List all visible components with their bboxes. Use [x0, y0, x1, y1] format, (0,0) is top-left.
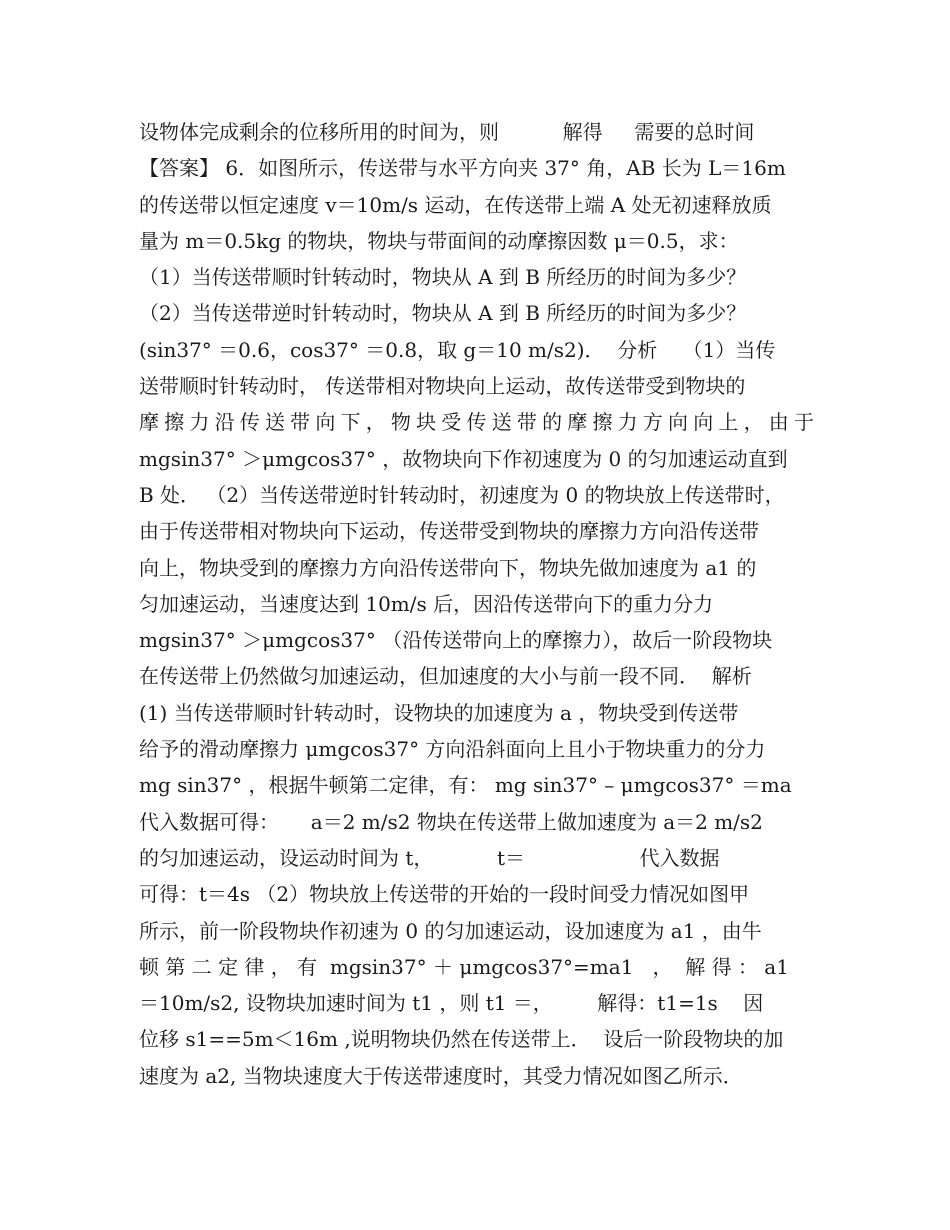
text-line-2: 【答案】 6．如图所示，传送带与水平方向夹 37° 角，AB 长为 L＝16m [139, 156, 786, 181]
text-line-14: 匀加速运动，当速度达到 10m/s 后，因沿传送带向下的重力分力 [139, 591, 714, 616]
text-line-10: mgsin37° ＞μmgcos37° ，故物块向下作初速度为 0 的匀加速运动直到 [139, 446, 788, 471]
text-line-4: 量为 m＝0.5kg 的物块，物块与带面间的动摩擦因数 μ＝0.5，求： [139, 228, 739, 253]
text-line-11: B 处． （2）当传送带逆时针转动时，初速度为 0 的物块放上传送带时， [139, 482, 785, 507]
text-line-5: （1）当传送带顺时针转动时，物块从 A 到 B 所经历的时间为多少？ [139, 265, 747, 290]
text-line-16: 在传送带上仍然做匀加速运动，但加速度的大小与前一段不同． 解析 [139, 664, 752, 689]
body-text [139, 114, 814, 1094]
text-line-6: （2）当传送带逆时针转动时，物块从 A 到 B 所经历的时间为多少？ [139, 301, 747, 326]
text-line-17: (1) 当传送带顺时针转动时，设物块的加速度为 a ，物块受到传送带 [139, 700, 739, 725]
text-line-1: 设物体完成剩余的位移所用的时间为，则 解得 需要的总时间 [139, 120, 755, 144]
text-line-9: 摩擦力沿传送带向下，物块受传送带的摩擦力方向向上，由于 [139, 410, 814, 435]
text-line-26: 位移 s1==5m＜16m ,说明物块仍然在传送带上． 设后一阶段物块的加 [139, 1027, 784, 1052]
text-line-24: 顿 第 二 定 律 ， 有 mgsin37° ＋ μmgcos37°=ma1 ， 解 得 ： a1 [139, 954, 789, 979]
text-line-20: 代入数据可得： a＝2 m/s2 物块在传送带上做加速度为 a＝2 m/s2 [139, 809, 763, 834]
text-line-7: (sin37° ＝0.6，cos37° ＝0.8，取 g＝10 m/s2)． 分析 （1）当传 [139, 337, 776, 362]
text-line-21: 的匀加速运动，设运动时间为 t， t＝ 代入数据 [139, 845, 720, 870]
text-line-13: 向上，物块受到的摩擦力方向沿传送带向下，物块先做加速度为 a1 的 [139, 555, 757, 580]
text-line-8: 送带顺时针转动时， 传送带相对物块向上运动，故传送带受到物块的 [139, 374, 746, 399]
text-line-3: 的传送带以恒定速度 v＝10m/s 运动，在传送带上端 A 处无初速释放质 [139, 192, 772, 217]
text-line-15: mgsin37° ＞μmgcos37° （沿传送带向上的摩擦力），故后一阶段物块 [139, 628, 773, 653]
text-line-25: ＝10m/s2, 设物块加速时间为 t1 ，则 t1 ＝， 解得：t1=1s 因 [139, 991, 764, 1016]
text-line-18: 给予的滑动摩擦力 μmgcos37° 方向沿斜面向上且小于物块重力的分力 [139, 737, 766, 762]
text-line-27: 速度为 a2, 当物块速度大于传送带速度时，其受力情况如图乙所示． [139, 1063, 743, 1088]
text-line-19: mg sin37° ，根据牛顿第二定律，有： mg sin37° – μmgcos37° ＝ma [139, 773, 792, 798]
text-line-23: 所示，前一阶段物块作初速为 0 的匀加速运动，设加速度为 a1 ，由牛 [139, 918, 762, 943]
text-line-12: 由于传送带相对物块向下运动，传送带受到物块的摩擦力方向沿传送带 [139, 519, 759, 544]
text-line-22: 可得：t＝4s （2）物块放上传送带的开始的一段时间受力情况如图甲 [139, 882, 750, 907]
